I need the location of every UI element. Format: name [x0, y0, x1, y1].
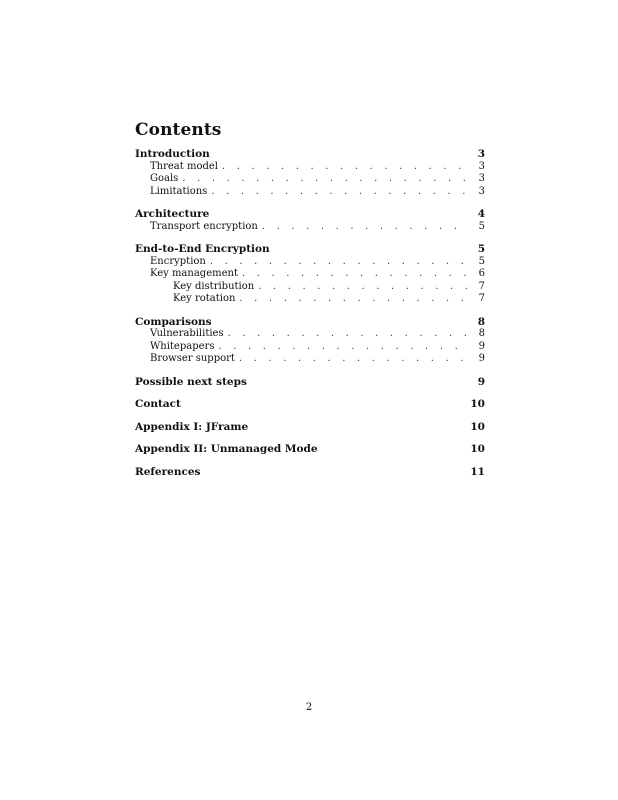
toc-entry-label: Key management — [150, 268, 238, 279]
toc-page-number: 9 — [477, 375, 485, 388]
toc-entry-label: Introduction — [135, 148, 210, 160]
toc-page-number: 7 — [478, 280, 485, 292]
dot-leader — [210, 256, 467, 269]
toc-entry-label: End-to-End Encryption — [135, 243, 270, 255]
toc-entry-next-steps[interactable] — [135, 376, 485, 389]
toc-entry-label: References — [135, 465, 201, 478]
toc-entry-introduction[interactable] — [135, 148, 485, 161]
toc-page-number: 6 — [478, 268, 485, 279]
toc-entry-label: Whitepapers — [150, 340, 215, 352]
dot-leader — [211, 186, 467, 199]
toc-page-number: 5 — [478, 220, 485, 232]
toc-entry-label: Key distribution — [173, 280, 255, 292]
toc-entry-limitations[interactable] — [135, 186, 485, 199]
toc-page-number: 8 — [478, 328, 485, 339]
dot-leader — [262, 221, 467, 234]
toc-entry-transport-encryption[interactable] — [135, 221, 485, 234]
toc-entry-label: Vulnerabilities — [150, 328, 224, 339]
toc-entry-label: Possible next steps — [135, 375, 247, 388]
toc-entry-label: Limitations — [150, 185, 208, 197]
toc-entry-key-distribution[interactable] — [135, 281, 485, 294]
toc-page-number: 5 — [477, 243, 485, 255]
toc-entry-goals[interactable] — [135, 173, 485, 186]
toc-entry-label: Contact — [135, 398, 181, 410]
toc-page-number: 10 — [470, 398, 485, 410]
toc-page-number: 9 — [478, 353, 485, 364]
toc-page-number: 8 — [477, 315, 485, 328]
toc-entry-encryption[interactable] — [135, 256, 485, 269]
dot-leader — [218, 341, 467, 354]
toc-page-number: 3 — [478, 160, 485, 172]
dot-leader — [222, 161, 467, 174]
toc-page-number: 3 — [478, 185, 485, 197]
table-of-contents — [135, 148, 485, 478]
toc-entry-label: Goals — [150, 173, 179, 184]
toc-page-number: 4 — [477, 208, 485, 220]
dot-leader — [182, 173, 467, 186]
toc-page-number: 9 — [478, 340, 485, 352]
toc-page-number: 10 — [470, 443, 485, 455]
toc-entry-contact[interactable] — [135, 398, 485, 411]
toc-entry-label: Appendix II: Unmanaged Mode — [135, 443, 318, 455]
toc-entry-label: Encryption — [150, 255, 206, 267]
toc-entry-references[interactable] — [135, 466, 485, 479]
contents-heading: Contents — [135, 120, 222, 140]
toc-entry-whitepapers[interactable] — [135, 341, 485, 354]
toc-page-number: 3 — [478, 173, 485, 184]
toc-page-number: 10 — [470, 420, 485, 433]
toc-entry-label: Architecture — [135, 208, 210, 220]
dot-leader — [242, 268, 467, 281]
toc-entry-e2e-encryption[interactable] — [135, 243, 485, 256]
dot-leader — [239, 353, 467, 366]
toc-entry-threat-model[interactable] — [135, 161, 485, 174]
toc-entry-appendix-2[interactable] — [135, 443, 485, 456]
toc-page-number: 7 — [478, 293, 485, 304]
toc-page-number: 11 — [470, 465, 485, 478]
toc-entry-label: Transport encryption — [150, 220, 258, 232]
toc-entry-label: Comparisons — [135, 315, 212, 328]
dot-leader — [258, 281, 467, 294]
toc-entry-appendix-1[interactable] — [135, 421, 485, 434]
toc-entry-architecture[interactable] — [135, 208, 485, 221]
toc-page-number: 5 — [478, 255, 485, 267]
toc-entry-key-management[interactable] — [135, 268, 485, 281]
toc-entry-key-rotation[interactable] — [135, 293, 485, 306]
toc-entry-label: Browser support — [150, 353, 235, 364]
page-number-footer: 2 — [305, 702, 313, 713]
toc-entry-label: Key rotation — [173, 293, 236, 304]
toc-entry-vulnerabilities[interactable] — [135, 328, 485, 341]
toc-entry-label: Appendix I: JFrame — [135, 420, 249, 433]
toc-entry-browser-support[interactable] — [135, 353, 485, 366]
toc-entry-comparisons[interactable] — [135, 316, 485, 329]
toc-page-number: 3 — [477, 148, 485, 160]
dot-leader — [228, 328, 467, 341]
toc-entry-label: Threat model — [150, 160, 218, 172]
dot-leader — [239, 293, 467, 306]
